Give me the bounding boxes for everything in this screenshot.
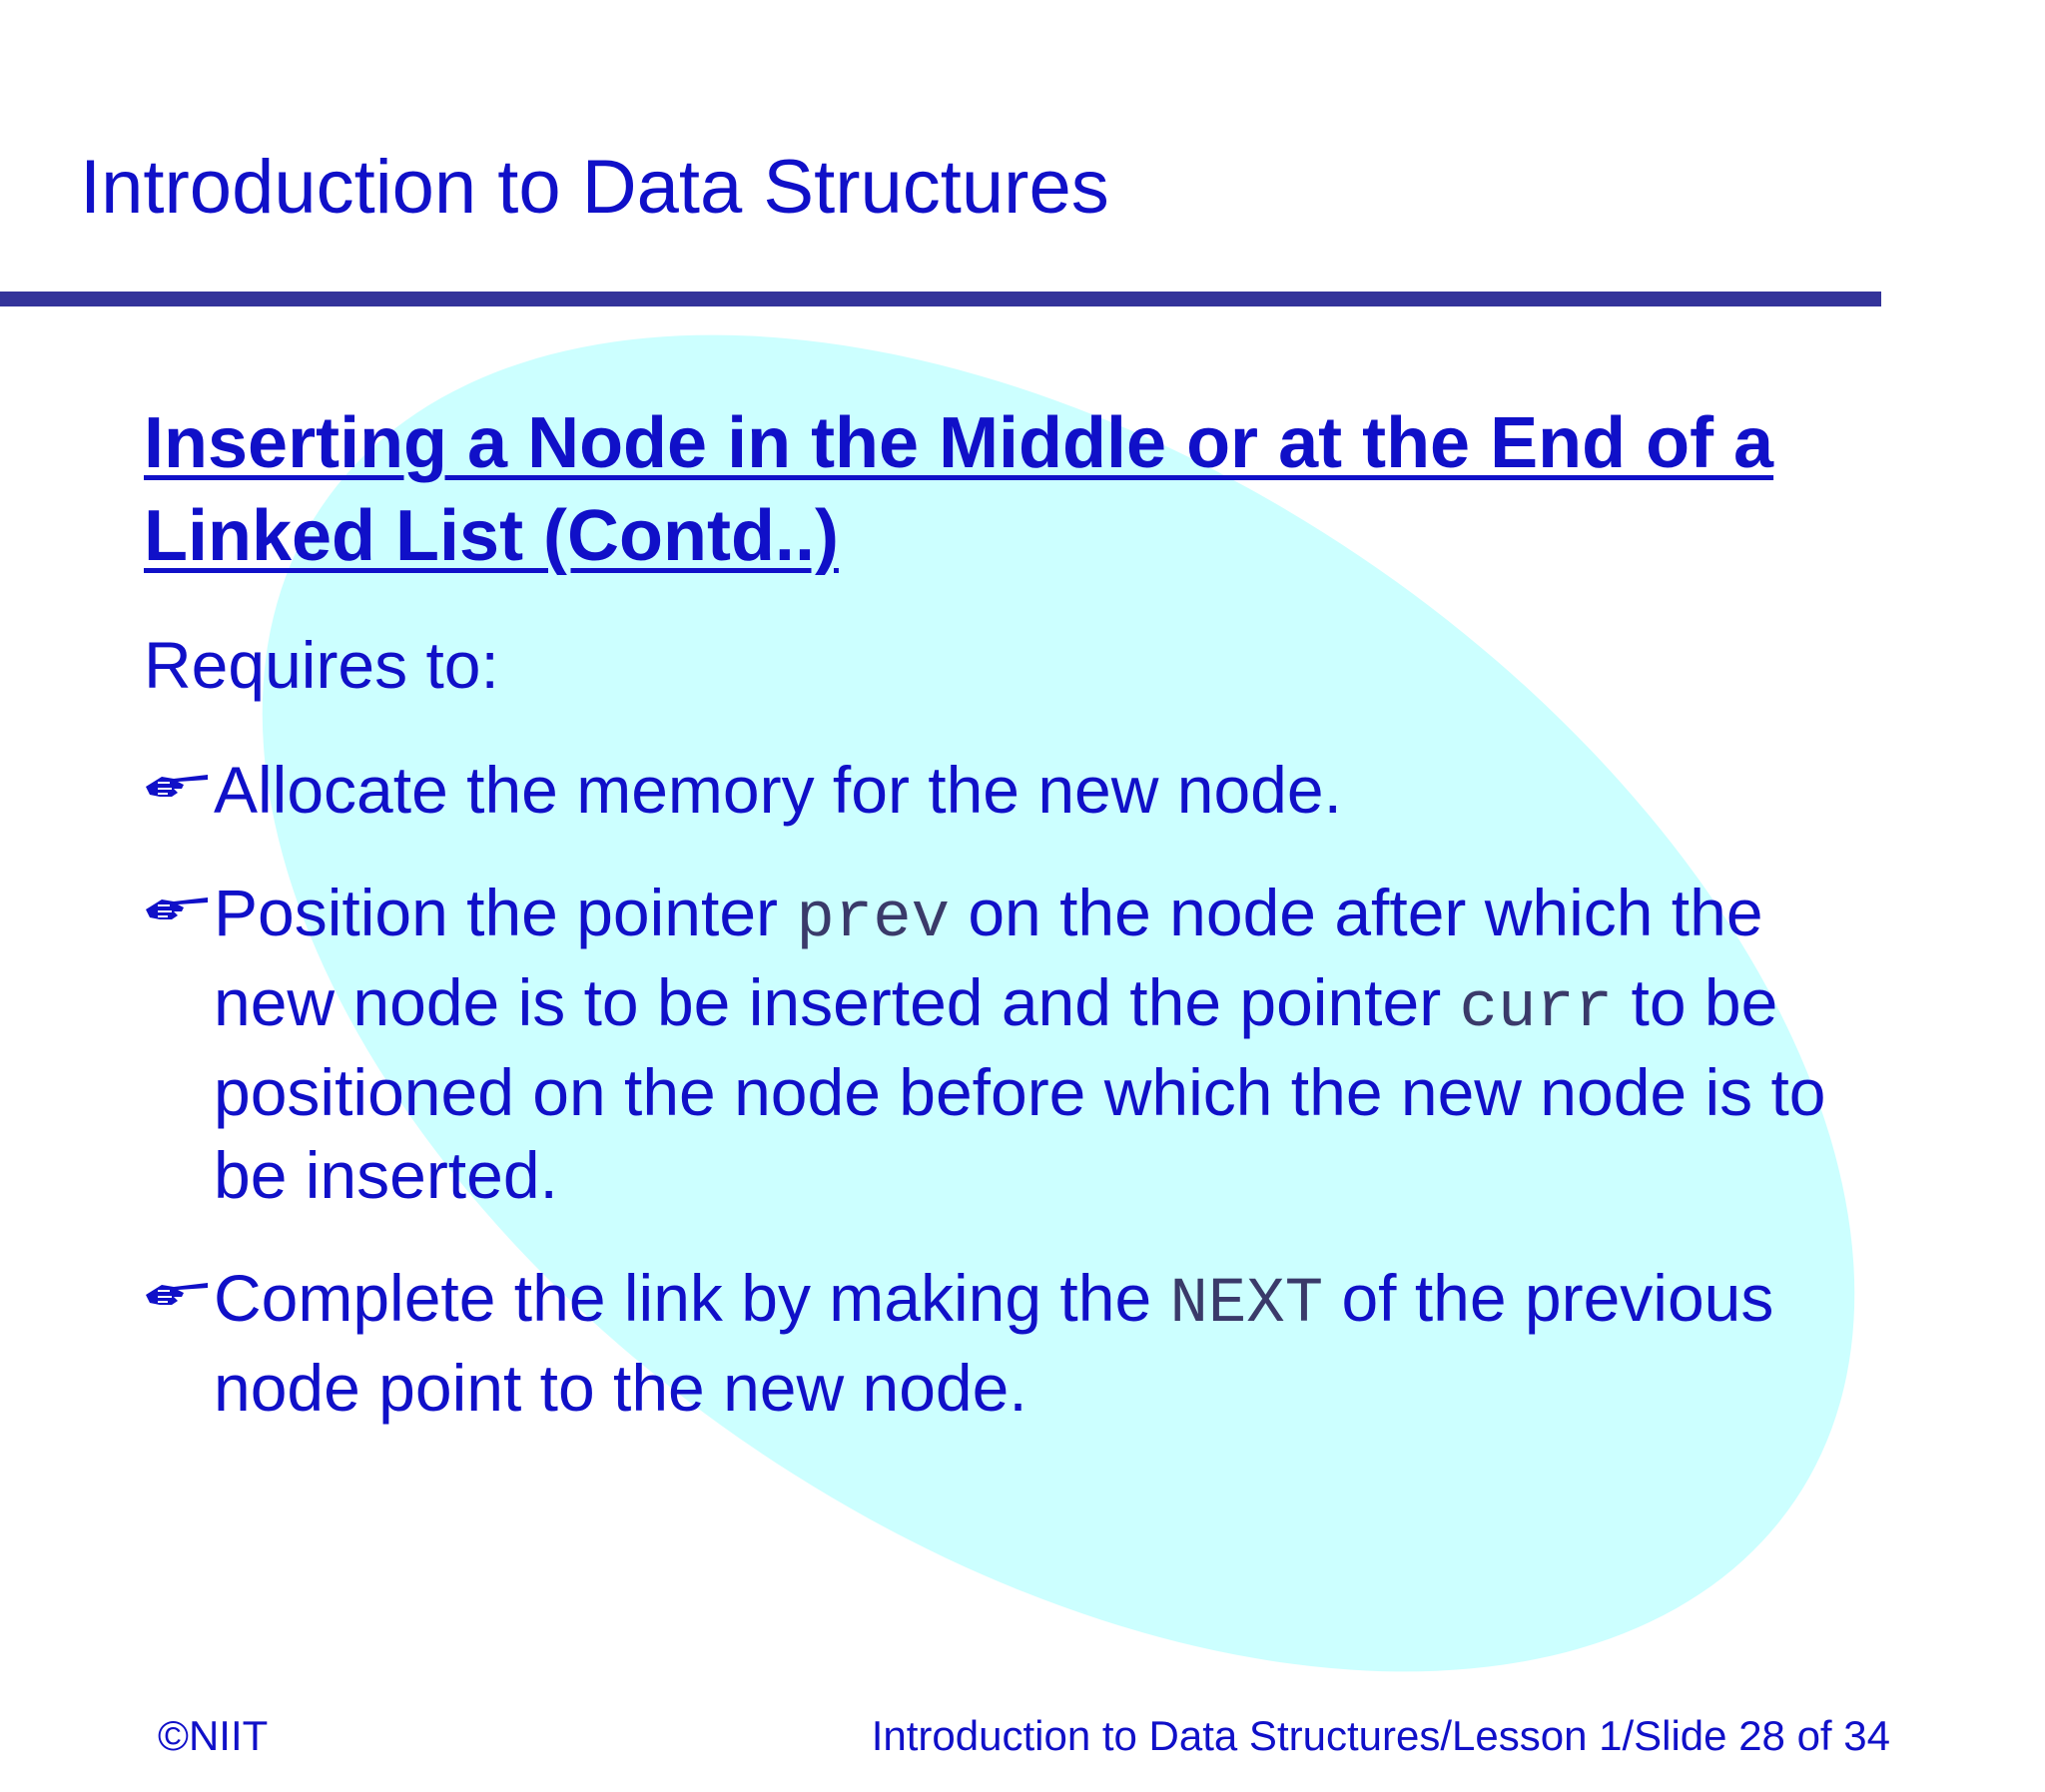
bullet-text: of the previous node point to the new node. [214,1261,1774,1425]
title-divider [0,292,1881,306]
code-prev: prev [796,884,950,955]
bullet-text: on the node after which the new node is to be inserted and the pointer [214,876,1763,1039]
bullet-item-allocate [144,749,1901,832]
writing-hand-icon [144,767,212,805]
writing-hand-icon [144,1275,212,1313]
slide-title: Introduction to Data Structures [80,145,1109,230]
bullet-item-complete-link [144,1257,1901,1430]
writing-hand-icon [144,890,212,927]
bullet-text: Allocate the memory for the new node. [214,753,1342,827]
bullet-text: to be positioned on the node before which the new node is to be inserted. [214,965,1826,1212]
footer-copyright: ©NIIT [158,1712,269,1759]
bullet-list [144,749,1901,1470]
code-curr: curr [1459,973,1614,1045]
footer-slide-info: Introduction to Data Structures/Lesson 1/Slide 28 of 34 [871,1712,1890,1759]
bullet-item-position [144,872,1901,1217]
bullet-text: Position the pointer [214,876,797,949]
code-next: NEXT [1169,1269,1324,1341]
bullet-text: Complete the link by making the [214,1261,1170,1335]
intro-text: Requires to: [144,628,499,702]
section-heading: Inserting a Node in the Middle or at the End of a Linked List (Contd..) [144,403,1774,576]
